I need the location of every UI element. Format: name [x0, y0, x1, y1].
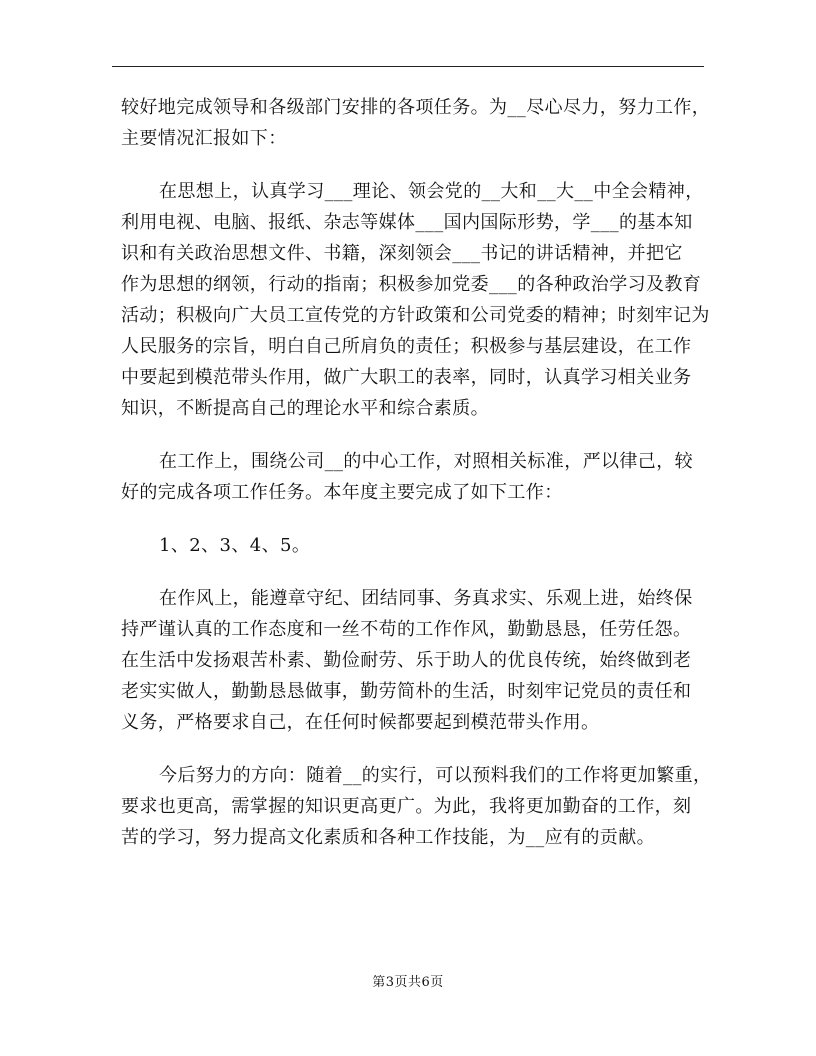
- text-line: 活动；积极向广大员工宣传党的方针政策和公司党委的精神；时刻牢记为: [121, 305, 710, 326]
- paragraph-spacer: [121, 154, 706, 176]
- text-line: 作为思想的纲领，行动的指南；积极参加党委___的各种政治学习及教育: [121, 274, 702, 295]
- text-line: 持严谨认真的工作态度和一丝不苟的工作作风，勤勤恳恳，任劳任怨。: [121, 619, 692, 640]
- text-line: 在作风上，能遵章守纪、团结同事、务真求实、乐观上进，始终保: [159, 588, 693, 609]
- text-line: 中要起到模范带头作用，做广大职工的表率，同时，认真学习相关业务: [121, 367, 692, 388]
- paragraph-spacer: [121, 561, 706, 583]
- paragraph-work: [121, 446, 706, 508]
- paragraph-ideology: [121, 176, 710, 424]
- document-body: [121, 92, 712, 853]
- text-line: 人民服务的宗旨，明白自己所肩负的责任；积极参与基层建设，在工作: [121, 336, 692, 357]
- paragraph-spacer: [121, 508, 706, 530]
- text-line: 识和有关政治思想文件、书籍，深刻领会___书记的讲话精神，并把它: [121, 243, 683, 264]
- paragraph-work-list: [121, 530, 706, 561]
- text-line: 在生活中发扬艰苦朴素、勤俭耐劳、乐于助人的优良传统，始终做到老: [121, 650, 692, 671]
- text-line: 在工作上，围绕公司__的中心工作，对照相关标准，严以律己，较: [159, 451, 693, 472]
- paragraph-spacer: [121, 424, 706, 446]
- text-line: 较好地完成领导和各级部门安排的各项任务。为__尽心尽力，努力工作，: [121, 97, 711, 118]
- text-line: 要求也更高，需掌握的知识更高更广。为此，我将更加勤奋的工作，刻: [121, 796, 692, 817]
- text-line: 利用电视、电脑、报纸、杂志等媒体___国内国际形势，学___的基本知: [121, 212, 693, 233]
- text-line: 1、2、3、4、5。: [159, 535, 311, 556]
- paragraph-future-direction: [121, 760, 712, 853]
- paragraph-conduct: [121, 583, 706, 738]
- paragraph-intro-continued: [121, 92, 711, 154]
- paragraph-spacer: [121, 738, 706, 760]
- text-line: 苦的学习，努力提高文化素质和各种工作技能，为__应有的贡献。: [121, 827, 655, 848]
- page-number: 第3页共6页: [372, 975, 444, 990]
- text-line: 老实实做人，勤勤恳恳做事，勤劳简朴的生活，时刻牢记党员的责任和: [121, 681, 692, 702]
- text-line: 义务，严格要求自己，在任何时候都要起到模范带头作用。: [121, 712, 600, 733]
- text-line: 知识，不断提高自己的理论水平和综合素质。: [121, 398, 489, 419]
- text-line: 好的完成各项工作任务。本年度主要完成了如下工作：: [121, 482, 563, 503]
- text-line: 在思想上，认真学习___理论、领会党的__大和__大__中全会精神，: [159, 181, 704, 202]
- text-line: 主要情况汇报如下：: [121, 128, 287, 149]
- header-rule: [112, 66, 704, 67]
- text-line: 今后努力的方向：随着__的实行，可以预料我们的工作将更加繁重，: [159, 765, 712, 786]
